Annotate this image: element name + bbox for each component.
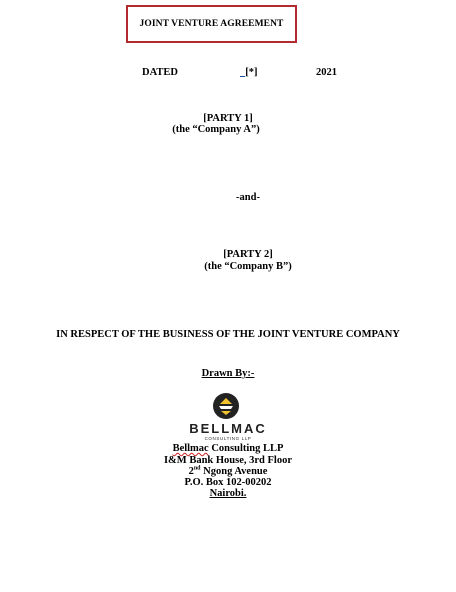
firm-name-line: [0, 443, 456, 455]
date-placeholder[interactable]: [*]: [245, 67, 258, 78]
agreement-subject: IN RESPECT OF THE BUSINESS OF THE JOINT VENTURE COMPANY: [56, 329, 400, 340]
party1-name: [PARTY 1]: [203, 113, 253, 124]
bellmac-logo: [0, 392, 456, 440]
firm-name-rest: Consulting LLP: [208, 443, 284, 454]
address-line-street: 2nd Ngong Avenue: [188, 465, 268, 477]
party2-name: [PARTY 2]: [223, 249, 273, 260]
bellmac-logo-icon: [212, 392, 240, 420]
document-title: JOINT VENTURE AGREEMENT: [139, 19, 284, 29]
document-title-box: [126, 5, 297, 43]
address-line-city: Nairobi.: [209, 488, 247, 499]
party2-alias: (the “Company B”): [204, 261, 292, 272]
logo-wordmark: BELLMAC: [189, 421, 267, 436]
dated-year: 2021: [316, 67, 337, 78]
and-separator: -and-: [236, 192, 260, 203]
address-line-building: I&M Bank House, 3rd Floor: [163, 455, 293, 466]
address-line-pobox: P.O. Box 102-00202: [184, 477, 272, 488]
drawn-by-label: Drawn By:-: [201, 368, 255, 379]
party1-alias: (the “Company A”): [172, 124, 260, 135]
logo-subtitle: CONSULTING LLP: [204, 436, 252, 441]
dated-label: DATED: [142, 67, 178, 78]
firm-name-first: Bellmac: [172, 443, 209, 454]
